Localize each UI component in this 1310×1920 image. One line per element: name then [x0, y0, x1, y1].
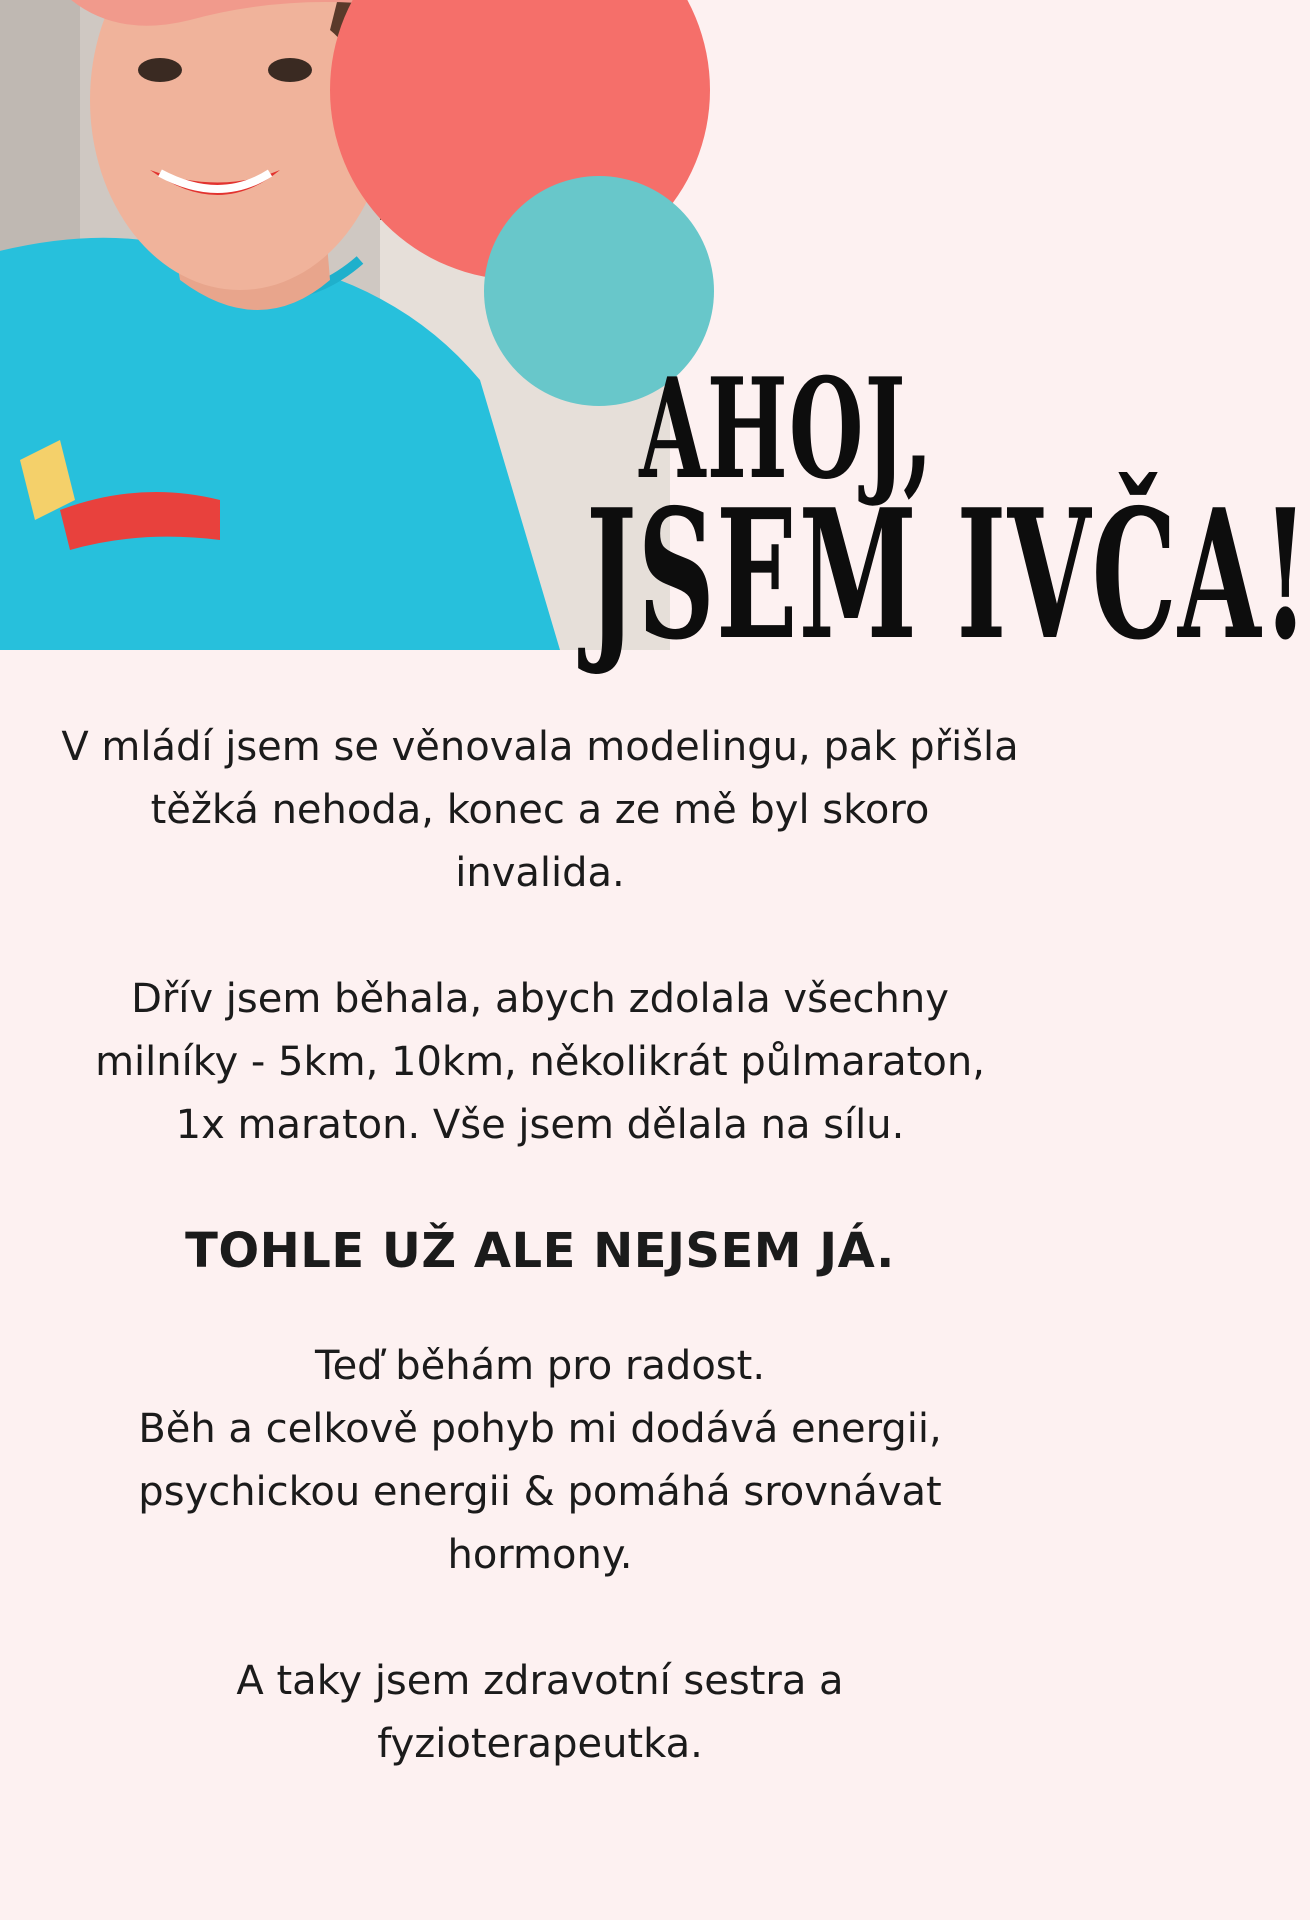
paragraph-running-now: [60, 1335, 1020, 1587]
title-line-greeting: AHOJ,: [639, 347, 934, 510]
running-past-line-1: Dřív jsem běhala, abych zdolala všechny: [131, 976, 949, 1022]
title-line-name: JSEM IVČA!: [586, 470, 1310, 679]
profession-line-1: A taky jsem zdravotní sestra a: [236, 1658, 844, 1704]
paragraph-modeling: V mládí jsem se věnovala modelingu, pak přišla těžká nehoda, konec a ze mě byl skoro invalida.: [61, 724, 1019, 896]
profession-line-2: fyzioterapeutka.: [377, 1721, 703, 1767]
running-now-line-4: hormony.: [447, 1532, 633, 1578]
running-now-line-3: psychickou energii & pomáhá srovnávat: [138, 1469, 942, 1515]
paragraph-profession: [60, 1650, 1020, 1776]
emphasis-statement: TOHLE UŽ ALE NEJSEM JÁ.: [185, 1223, 895, 1279]
running-now-line-2: Běh a celkově pohyb mi dodává energii,: [138, 1406, 942, 1452]
page-title: [330, 347, 1310, 679]
paragraph-running-past: [60, 968, 1020, 1157]
running-past-line-2: milníky - 5km, 10km, několikrát půlmaraton,: [95, 1039, 985, 1085]
running-past-line-3: 1x maraton. Vše jsem dělala na sílu.: [175, 1102, 905, 1148]
running-now-line-1: Teď běhám pro radost.: [314, 1343, 766, 1389]
intro-text: [60, 716, 1020, 1776]
